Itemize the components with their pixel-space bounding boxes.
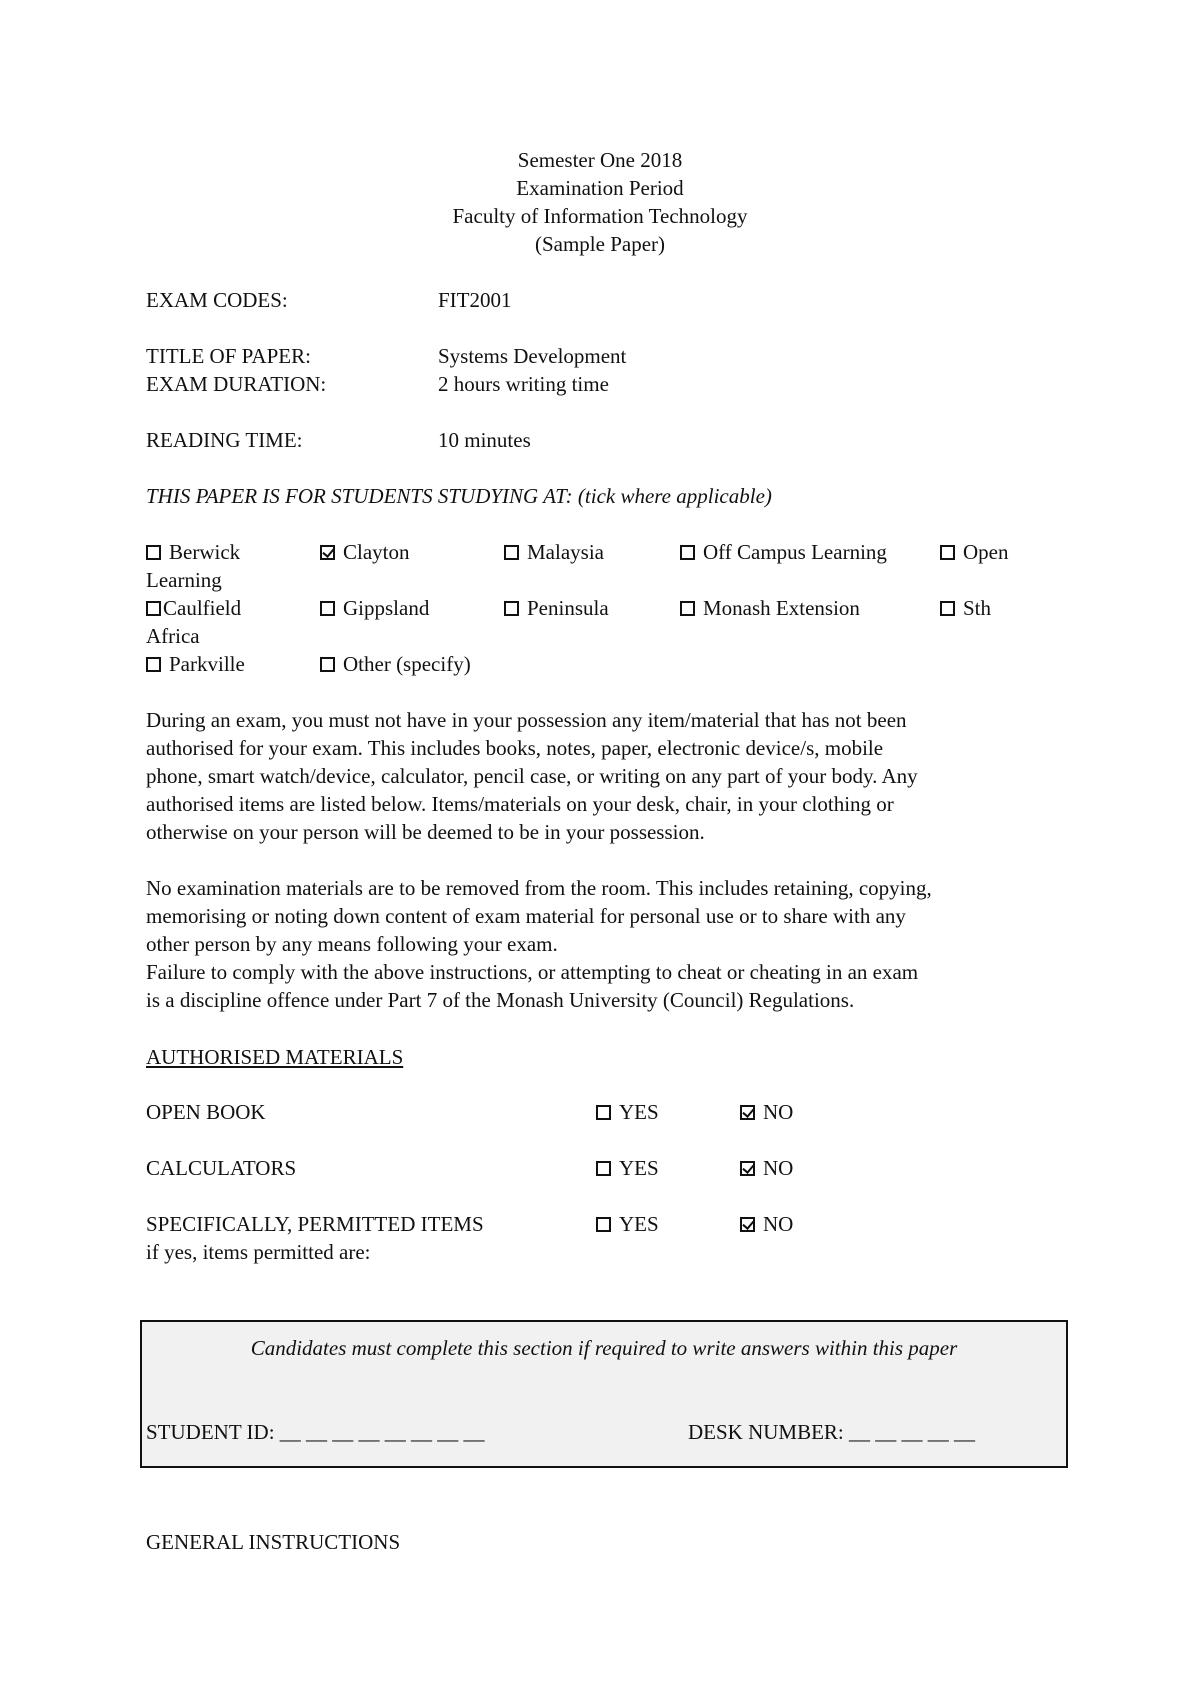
reading-time-value: 10 minutes: [438, 428, 531, 452]
campus-caulfield[interactable]: [146, 594, 241, 622]
campus-heading-note: (tick where applicable): [577, 484, 772, 508]
open-book-label: OPEN BOOK: [146, 1100, 266, 1124]
checkbox-icon[interactable]: [504, 601, 519, 616]
option-label: NO: [763, 1212, 794, 1236]
calculators-yes[interactable]: [596, 1154, 659, 1182]
campus-label: Open: [963, 540, 1009, 564]
paragraph-line: authorised for your exam. This includes books, notes, paper, electronic device/s, mobile: [146, 736, 884, 760]
checked-checkbox-icon[interactable]: [740, 1161, 755, 1176]
campus-monash-extension[interactable]: [680, 594, 860, 622]
campus-other[interactable]: [320, 650, 471, 678]
paragraph-line: memorising or noting down content of exam material for personal use or to share with any: [146, 904, 906, 928]
faculty-title: Faculty of Information Technology: [452, 204, 748, 228]
paragraph-line: otherwise on your person will be deemed to be in your possession.: [146, 820, 705, 844]
paragraph-line: No examination materials are to be removed from the room. This includes retaining, copying,: [146, 876, 932, 900]
checked-checkbox-icon[interactable]: [320, 545, 335, 560]
campus-heading-text: THIS PAPER IS FOR STUDENTS STUDYING AT:: [146, 484, 573, 508]
sample-paper-note: (Sample Paper): [534, 232, 666, 256]
desk-number-field[interactable]: DESK NUMBER: __ __ __ __ __: [688, 1420, 976, 1444]
campus-label: Gippsland: [343, 596, 430, 620]
checkbox-icon[interactable]: [320, 657, 335, 672]
checkbox-icon[interactable]: [146, 545, 161, 560]
period-title: Examination Period: [516, 176, 684, 200]
campus-peninsula[interactable]: [504, 594, 609, 622]
calculators-label: CALCULATORS: [146, 1156, 297, 1180]
campus-clayton[interactable]: [320, 538, 410, 566]
option-label: YES: [619, 1100, 659, 1124]
campus-off-campus[interactable]: [680, 538, 887, 566]
campus-sth-continued: Africa: [146, 624, 200, 648]
checkbox-icon[interactable]: [504, 545, 519, 560]
calculators-no[interactable]: [740, 1154, 793, 1182]
authorised-materials-heading: AUTHORISED MATERIALS: [146, 1045, 404, 1069]
campus-label: Malaysia: [527, 540, 604, 564]
paragraph-line: During an exam, you must not have in your possession any item/material that has not been: [146, 708, 907, 732]
campus-open-continued: Learning: [146, 568, 222, 592]
checked-checkbox-icon[interactable]: [740, 1105, 755, 1120]
checkbox-icon[interactable]: [940, 601, 955, 616]
permitted-items-no[interactable]: [740, 1210, 793, 1238]
campus-label: Peninsula: [527, 596, 609, 620]
campus-heading: [146, 482, 772, 510]
open-book-no[interactable]: [740, 1098, 793, 1126]
title-label: TITLE OF PAPER:: [146, 344, 311, 368]
campus-berwick[interactable]: [146, 538, 240, 566]
option-label: NO: [763, 1100, 794, 1124]
campus-label: Clayton: [343, 540, 410, 564]
checkbox-icon[interactable]: [146, 657, 161, 672]
campus-label: Parkville: [169, 652, 245, 676]
checkbox-icon[interactable]: [940, 545, 955, 560]
campus-sth[interactable]: [940, 594, 991, 622]
checkbox-icon[interactable]: [680, 545, 695, 560]
permitted-items-label: SPECIFICALLY, PERMITTED ITEMS: [146, 1212, 484, 1236]
campus-label: Caulfield: [163, 596, 242, 620]
paragraph-line: other person by any means following your exam.: [146, 932, 558, 956]
campus-malaysia[interactable]: [504, 538, 604, 566]
checkbox-icon[interactable]: [596, 1105, 611, 1120]
semester-title: Semester One 2018: [517, 148, 683, 172]
campus-label: Sth: [963, 596, 992, 620]
campus-gippsland[interactable]: [320, 594, 429, 622]
checked-checkbox-icon[interactable]: [740, 1217, 755, 1232]
paragraph-line: Failure to comply with the above instructions, or attempting to cheat or cheating in an exam: [146, 960, 919, 984]
materials-rules-paragraph: [146, 874, 1076, 1014]
campus-label: Monash Extension: [703, 596, 860, 620]
checkbox-icon[interactable]: [596, 1161, 611, 1176]
checkbox-icon[interactable]: [680, 601, 695, 616]
possession-rules-paragraph: [146, 706, 1076, 846]
exam-codes-value: FIT2001: [438, 288, 512, 312]
checkbox-icon[interactable]: [320, 601, 335, 616]
title-value: Systems Development: [438, 344, 627, 368]
campus-parkville[interactable]: [146, 650, 245, 678]
permitted-items-yes[interactable]: [596, 1210, 659, 1238]
paragraph-line: phone, smart watch/device, calculator, pencil case, or writing on any part of your body. Any: [146, 764, 918, 788]
paragraph-line: is a discipline offence under Part 7 of the Monash University (Council) Regulations.: [146, 988, 855, 1012]
option-label: NO: [763, 1156, 794, 1180]
option-label: YES: [619, 1212, 659, 1236]
candidate-details-box: [140, 1320, 1068, 1468]
checkbox-icon[interactable]: [146, 601, 161, 616]
campus-label: Other (specify): [343, 652, 471, 676]
duration-value: 2 hours writing time: [438, 372, 609, 396]
campus-label: Berwick: [169, 540, 241, 564]
duration-label: EXAM DURATION:: [146, 372, 327, 396]
campus-open[interactable]: [940, 538, 1009, 566]
candidate-box-note: Candidates must complete this section if required to write answers within this paper: [250, 1336, 958, 1360]
student-id-field[interactable]: STUDENT ID: __ __ __ __ __ __ __ __: [146, 1420, 485, 1444]
exam-codes-label: EXAM CODES:: [146, 288, 288, 312]
option-label: YES: [619, 1156, 659, 1180]
general-instructions-heading: GENERAL INSTRUCTIONS: [146, 1530, 401, 1554]
campus-label: Off Campus Learning: [703, 540, 887, 564]
open-book-yes[interactable]: [596, 1098, 659, 1126]
checkbox-icon[interactable]: [596, 1217, 611, 1232]
page-header: [0, 146, 1200, 258]
permitted-items-note: if yes, items permitted are:: [146, 1240, 371, 1264]
reading-time-label: READING TIME:: [146, 428, 303, 452]
paragraph-line: authorised items are listed below. Items/materials on your desk, chair, in your clothing or: [146, 792, 894, 816]
